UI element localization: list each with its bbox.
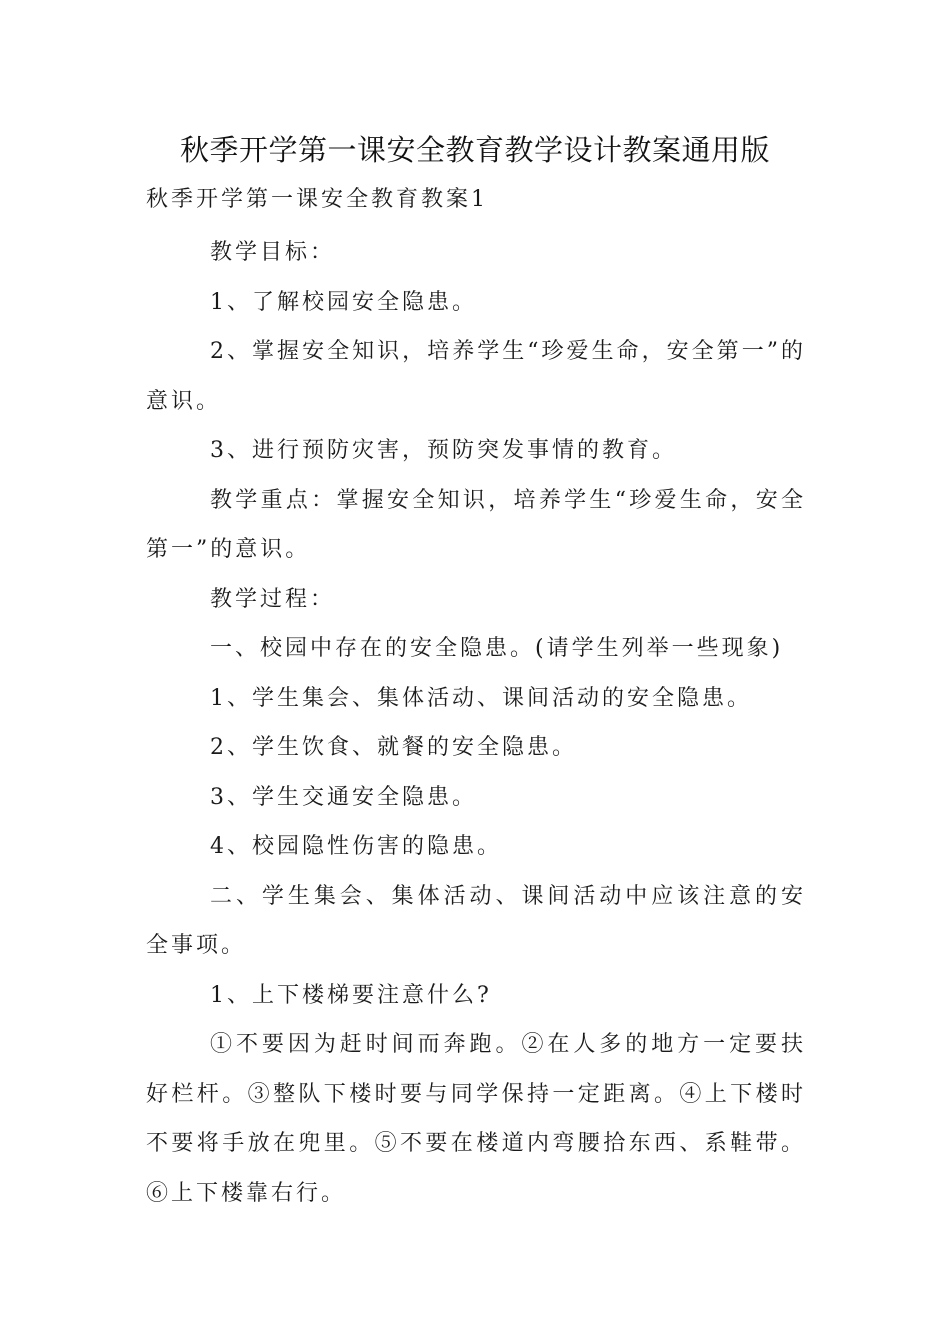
paragraph-process-heading: 教学过程： <box>210 586 336 612</box>
paragraph-objective-1: 1、了解校园安全隐患。 <box>210 289 477 315</box>
paragraph-hazard-4: 4、校园隐性伤害的隐患。 <box>210 834 502 859</box>
document-body <box>146 228 806 1218</box>
paragraph-hazard-3: 3、学生交通安全隐患。 <box>210 784 477 810</box>
paragraph-objectives-heading: 教学目标： <box>210 240 336 265</box>
paragraph-section-2: 二、学生集会、集体活动、课间活动中应该注意的安全事项。 <box>146 883 806 958</box>
paragraph-hazard-2: 2、学生饮食、就餐的安全隐患。 <box>210 735 577 760</box>
paragraph-hazard-1: 1、学生集会、集体活动、课间活动的安全隐患。 <box>210 685 752 711</box>
paragraph-objective-3: 3、进行预防灾害，预防突发事情的教育。 <box>210 438 677 463</box>
paragraph-key-points: 教学重点：掌握安全知识，培养学生“珍爱生命，安全第一”的意识。 <box>146 487 806 562</box>
paragraph-objective-2: 2、掌握安全知识，培养学生“珍爱生命，安全第一”的意识。 <box>146 339 806 414</box>
paragraph-stairs-question: 1、上下楼梯要注意什么? <box>210 982 492 1008</box>
document-title: 秋季开学第一课安全教育教学设计教案通用版 <box>179 133 770 167</box>
paragraph-section-1: 一、校园中存在的安全隐患。(请学生列举一些现象) <box>210 636 784 661</box>
paragraph-stairs-rules: ①不要因为赶时间而奔跑。②在人多的地方一定要扶好栏杆。③整队下楼时要与同学保持一定距离。④上下楼时不要将手放在兜里。⑤不要在楼道内弯腰拾东西、系鞋带。⑥上下楼靠右行。 <box>146 1032 806 1206</box>
document-subtitle: 秋季开学第一课安全教育教案1 <box>146 187 488 212</box>
